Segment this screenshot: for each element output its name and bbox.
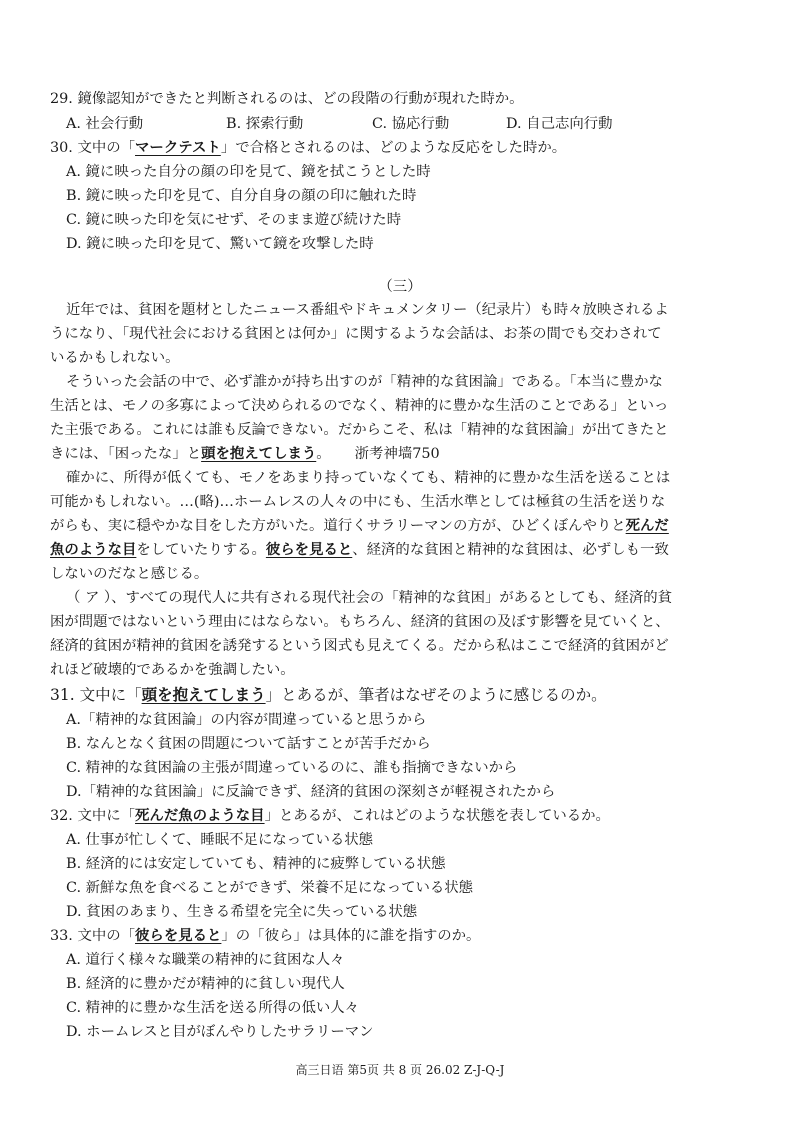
passage-p3-line2: 可能かもしれない。…(略)…ホームレスの人々の中にも、生活水準としては極貧の生活を送りな xyxy=(50,494,666,510)
passage-key-shinda: 死んだ xyxy=(625,517,669,534)
passage-p2-line4-post: 。 xyxy=(316,446,331,462)
question-30-post: 」で合格とされるのは、どのような反応をした時か。 xyxy=(220,140,567,156)
question-29: 29. 鏡像認知ができたと判断されるのは、どの段階の行動が現れた時か。 xyxy=(50,91,524,107)
passage-p4-line3: 経済的貧困が精神的貧困を誘発するという図式も見えてくる。だから私はここで経済的貧困がど xyxy=(50,638,669,654)
passage-p2-line4-pre: きには、「困ったな」と xyxy=(50,446,202,462)
passage-p4-line2: 困が問題ではないという理由にはならない。もちろん、経済的貧困の及ぼす影響を見ていくと、 xyxy=(50,614,670,630)
question-32-key: 死んだ魚のような目 xyxy=(135,807,265,824)
option-33-d: D. ホームレスと目がぼんやりしたサラリーマン xyxy=(66,1024,374,1040)
option-33-b: B. 経済的に豊かだが精神的に貧しい現代人 xyxy=(66,976,345,992)
option-31-d: D.「精神的な貧困論」に反論できず、経済的貧困の深刻さが軽視されたから xyxy=(66,784,556,800)
question-29-options xyxy=(66,113,746,135)
passage-p1-line2: うになり、「現代社会における貧困とは何か」に関するような会話は、お茶の間でも交わされて xyxy=(50,326,662,342)
question-30-pre: 30. 文中の「 xyxy=(50,140,136,156)
passage-p1-line3: いるかもしれない。 xyxy=(50,350,180,366)
option-30-b: B. 鏡に映った印を見て、自分自身の顔の印に触れた時 xyxy=(66,188,417,204)
option-33-a: A. 道行く様々な職業の精神的に貧困な人々 xyxy=(66,952,345,968)
passage-p4-line4: れほど破壊的であるかを強調したい。 xyxy=(50,662,295,678)
passage-p3-line3 xyxy=(50,515,669,537)
question-31-post: 」とあるが、筆者はなぜそのように感じるのか。 xyxy=(265,686,607,704)
passage-p2-line1: そういった会話の中で、必ず誰かが持ち出すのが「精神的な貧困論」である。「本当に豊かな xyxy=(66,374,663,390)
option-31-b: B. なんとなく貧困の問題について話すことが苦手だから xyxy=(66,736,431,752)
passage-key-atama: 頭を抱えてしまう xyxy=(201,445,317,462)
option-29-b: B. 探索行動 xyxy=(226,116,304,132)
passage-p3-line4-mid: をしていたりする。 xyxy=(136,542,266,558)
option-30-a: A. 鏡に映った自分の顔の印を見て、鏡を拭こうとした時 xyxy=(66,164,431,180)
passage-p1-line1: 近年では、貧困を題材としたニュース番組やドキュメンタリー（纪录片）も時々放映されるよ xyxy=(66,302,669,318)
question-32-pre: 32. 文中に「 xyxy=(50,808,136,824)
page-footer: 高三日语 第5页 共 8 页 26.02 Z-J-Q-J xyxy=(295,1063,505,1077)
passage-p2-line4 xyxy=(50,443,440,465)
question-33-key: 彼らを見ると xyxy=(135,927,222,944)
watermark-stamp: 浙考神墙750 xyxy=(354,446,440,462)
passage-p2-line3: た主張である。これには誰も反論できない。だからこそ、私は「精神的な貧困論」が出てきたと xyxy=(50,422,669,438)
option-32-b: B. 経済的には安定していても、精神的に疲弊している状態 xyxy=(66,856,446,872)
question-32 xyxy=(50,805,610,827)
option-32-c: C. 新鮮な魚を食べることができず、栄養不足になっている状態 xyxy=(66,880,474,896)
option-29-a: A. 社会行動 xyxy=(66,116,144,132)
section-title: （三） xyxy=(378,279,422,295)
passage-key-sakana: 魚のような目 xyxy=(50,541,137,558)
passage-p3-line4 xyxy=(50,539,669,561)
question-31-pre: 31. 文中に「 xyxy=(50,686,142,704)
question-31-key: 頭を抱えてしまう xyxy=(141,685,266,704)
question-31 xyxy=(50,684,607,706)
option-32-d: D. 貧困のあまり、生きる希望を完全に失っている状態 xyxy=(66,904,418,920)
passage-p4-line1: （ ア ）、すべての現代人に共有される現代社会の「精神的な貧困」があるとしても、経済的貧 xyxy=(66,590,673,606)
passage-p3-line1: 確かに、所得が低くても、モノをあまり持っていなくても、精神的に豊かな生活を送ることは xyxy=(66,470,671,486)
passage-p2-line2: 生活とは、モノの多寡によって決められるのでなく、精神的に豊かな生活のことである」といっ xyxy=(50,398,669,414)
question-33-post: 」の「彼ら」は具体的に誰を指すのか。 xyxy=(221,928,481,944)
option-31-a: A.「精神的な貧困論」の内容が間違っていると思うから xyxy=(66,712,427,728)
option-33-c: C. 精神的に豊かな生活を送る所得の低い人々 xyxy=(66,1000,360,1016)
question-30 xyxy=(50,137,566,159)
option-29-c: C. 協応行動 xyxy=(372,116,450,132)
question-33-pre: 33. 文中の「 xyxy=(50,928,136,944)
option-32-a: A. 仕事が忙しくて、睡眠不足になっている状態 xyxy=(66,832,374,848)
passage-p3-line4-post: 、経済的な貧困と精神的な貧困は、必ずしも一致 xyxy=(352,542,669,558)
passage-p3-line5: しないのだなと感じる。 xyxy=(50,566,209,582)
passage-key-karera: 彼らを見ると xyxy=(265,541,353,558)
question-30-key: マークテスト xyxy=(135,139,221,156)
option-29-d: D. 自己志向行動 xyxy=(506,116,613,132)
question-32-post: 」とあるが、これはどのような状態を表しているか。 xyxy=(264,808,610,824)
option-30-d: D. 鏡に映った印を見て、驚いて鏡を攻撃した時 xyxy=(66,236,374,252)
option-31-c: C. 精神的な貧困論の主張が間違っているのに、誰も指摘できないから xyxy=(66,760,518,776)
question-33 xyxy=(50,925,480,947)
passage-p3-line3-pre: がらも、実に穏やかな目をした方がいた。道行くサラリーマンの方が、ひどくぼんやりと xyxy=(50,518,626,534)
option-30-c: C. 鏡に映った印を気にせず、そのまま遊び続けた時 xyxy=(66,212,402,228)
